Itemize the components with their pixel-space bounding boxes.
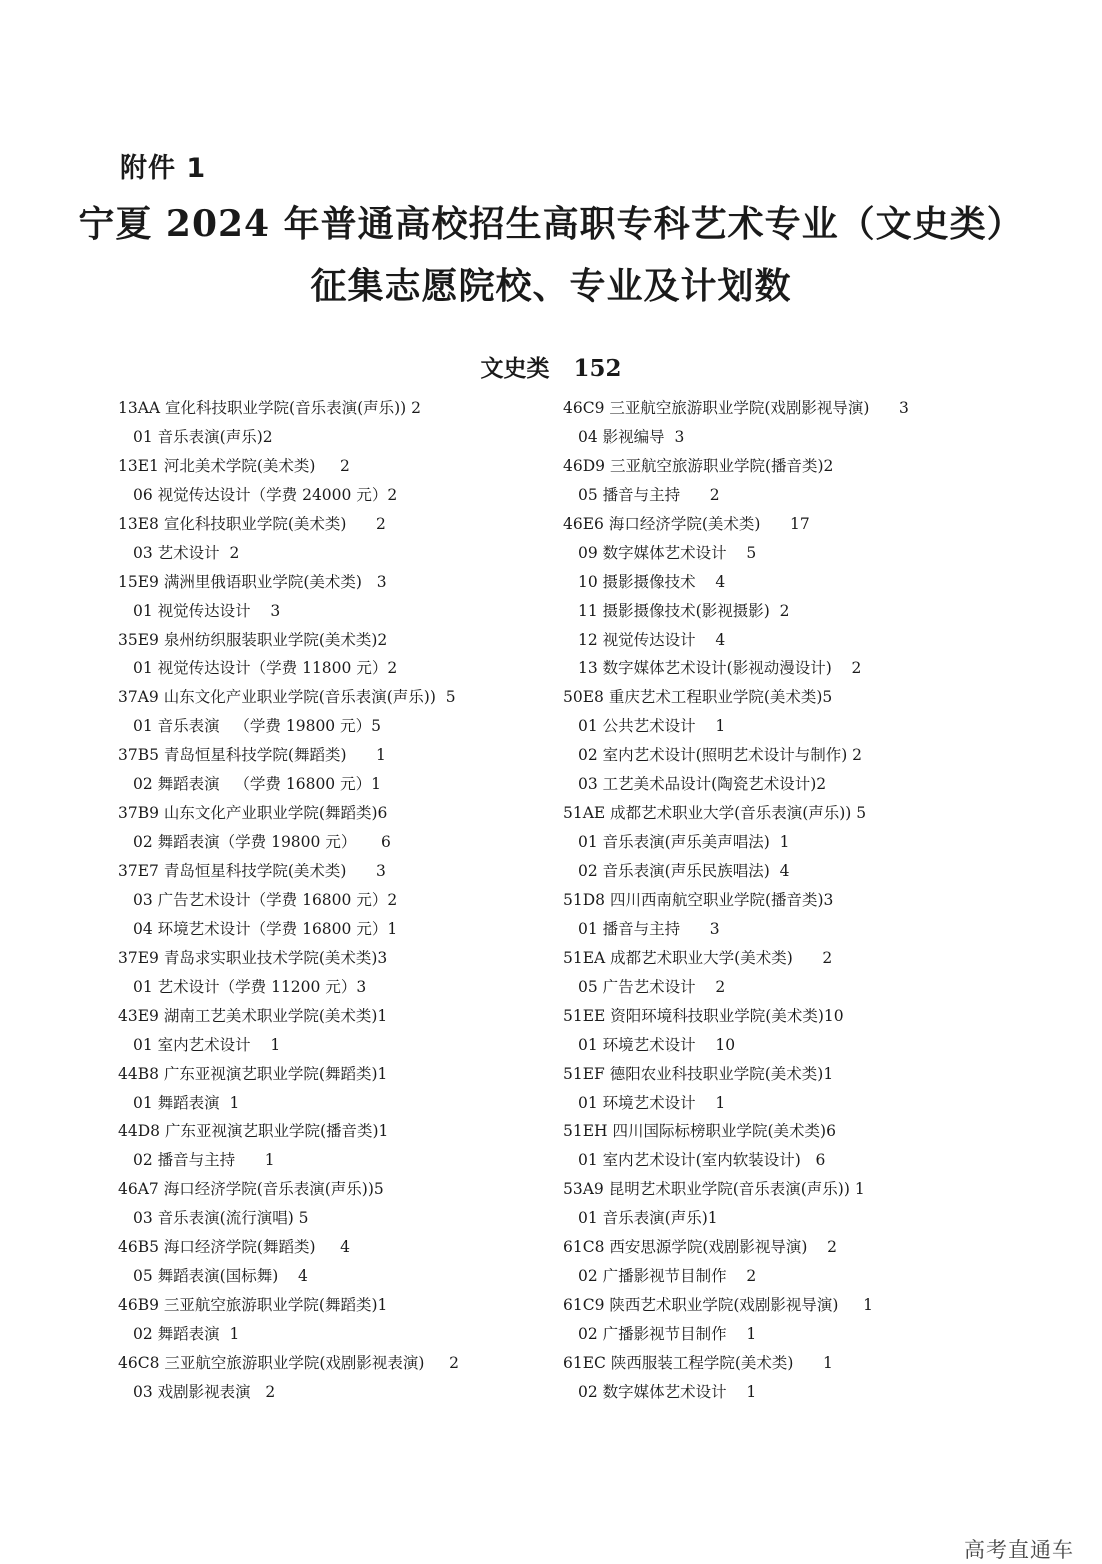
left-column-list bbox=[118, 394, 459, 1407]
category-heading: 文史类 152 bbox=[480, 355, 622, 382]
right-column-list bbox=[563, 394, 909, 1407]
school-entry: 37A9 山东文化产业职业学院(音乐表演(声乐)) 5 bbox=[118, 688, 456, 707]
school-entry: 37E9 青岛求实职业技术学院(美术类)3 bbox=[118, 948, 388, 967]
school-entry: 51EE 资阳环境科技职业学院(美术类)10 bbox=[563, 1006, 844, 1025]
school-entry: 13E8 宣化科技职业学院(美术类) 2 bbox=[118, 514, 386, 533]
major-entry: 11 摄影摄像技术(影视摄影) 2 bbox=[578, 601, 790, 620]
school-entry: 13E1 河北美术学院(美术类) 2 bbox=[118, 456, 350, 475]
major-entry: 01 视觉传达设计（学费 11800 元）2 bbox=[133, 659, 398, 678]
major-entry: 10 摄影摄像技术 4 bbox=[578, 572, 726, 591]
school-entry: 13AA 宣化科技职业学院(音乐表演(声乐)) 2 bbox=[118, 399, 422, 417]
major-entry: 03 戏剧影视表演 2 bbox=[133, 1382, 276, 1401]
major-entry: 05 播音与主持 2 bbox=[578, 485, 720, 504]
major-entry: 03 工艺美术品设计(陶瓷艺术设计)2 bbox=[578, 775, 827, 794]
major-entry: 01 环境艺术设计 10 bbox=[578, 1035, 736, 1054]
major-entry: 01 音乐表演(声乐美声唱法) 1 bbox=[578, 833, 790, 852]
school-entry: 51AE 成都艺术职业大学(音乐表演(声乐)) 5 bbox=[563, 804, 867, 823]
watermark-text: 高考直通车 bbox=[964, 1538, 1074, 1562]
school-entry: 43E9 湖南工艺美术职业学院(美术类)1 bbox=[118, 1006, 388, 1025]
major-entry: 01 舞蹈表演 1 bbox=[133, 1093, 240, 1112]
major-entry: 06 视觉传达设计（学费 24000 元）2 bbox=[133, 485, 398, 504]
major-entry: 03 音乐表演(流行演唱) 5 bbox=[133, 1209, 309, 1228]
school-entry: 50E8 重庆艺术工程职业学院(美术类)5 bbox=[563, 688, 833, 707]
school-entry: 37B9 山东文化产业职业学院(舞蹈类)6 bbox=[118, 804, 388, 823]
document-title-line-2: 征集志愿院校、专业及计划数 bbox=[310, 265, 792, 307]
school-entry: 51D8 四川西南航空职业学院(播音类)3 bbox=[563, 890, 834, 909]
school-entry: 46B5 海口经济学院(舞蹈类) 4 bbox=[118, 1238, 350, 1257]
major-entry: 01 音乐表演(声乐)2 bbox=[133, 427, 273, 446]
school-entry: 46D9 三亚航空旅游职业学院(播音类)2 bbox=[563, 456, 834, 475]
major-entry: 01 音乐表演 （学费 19800 元）5 bbox=[133, 717, 381, 736]
document-title-line-1: 宁夏 2024 年普通高校招生高职专科艺术专业（文史类） bbox=[78, 203, 1024, 245]
school-entry: 61EC 陕西服装工程学院(美术类) 1 bbox=[563, 1353, 833, 1372]
attachment-label: 附件 1 bbox=[120, 153, 207, 184]
major-entry: 02 舞蹈表演 1 bbox=[133, 1325, 240, 1343]
school-entry: 51EA 成都艺术职业大学(美术类) 2 bbox=[563, 948, 833, 967]
major-entry: 02 播音与主持 1 bbox=[133, 1151, 275, 1170]
major-entry: 01 播音与主持 3 bbox=[578, 919, 720, 938]
school-entry: 53A9 昆明艺术职业学院(音乐表演(声乐)) 1 bbox=[563, 1180, 865, 1199]
major-entry: 01 室内艺术设计(室内软装设计) 6 bbox=[578, 1151, 826, 1170]
major-entry: 02 舞蹈表演 （学费 16800 元）1 bbox=[133, 775, 381, 794]
school-entry: 46A7 海口经济学院(音乐表演(声乐))5 bbox=[118, 1180, 384, 1199]
major-entry: 02 室内艺术设计(照明艺术设计与制作) 2 bbox=[578, 746, 863, 765]
major-entry: 05 广告艺术设计 2 bbox=[578, 977, 726, 996]
major-entry: 02 音乐表演(声乐民族唱法) 4 bbox=[578, 862, 790, 880]
major-entry: 01 室内艺术设计 1 bbox=[133, 1035, 281, 1054]
major-entry: 02 数字媒体艺术设计 1 bbox=[578, 1382, 757, 1401]
school-entry: 46C9 三亚航空旅游职业学院(戏剧影视导演) 3 bbox=[563, 399, 909, 417]
school-entry: 44B8 广东亚视演艺职业学院(舞蹈类)1 bbox=[118, 1064, 388, 1083]
school-entry: 51EF 德阳农业科技职业学院(美术类)1 bbox=[563, 1064, 834, 1083]
school-entry: 15E9 满洲里俄语职业学院(美术类) 3 bbox=[118, 572, 387, 591]
school-entry: 37E7 青岛恒星科技学院(美术类) 3 bbox=[118, 862, 386, 880]
major-entry: 05 舞蹈表演(国标舞) 4 bbox=[133, 1267, 308, 1286]
major-entry: 03 广告艺术设计（学费 16800 元）2 bbox=[133, 890, 398, 909]
major-entry: 03 艺术设计 2 bbox=[133, 543, 240, 562]
school-entry: 61C8 西安思源学院(戏剧影视导演) 2 bbox=[563, 1238, 838, 1257]
school-entry: 46B9 三亚航空旅游职业学院(舞蹈类)1 bbox=[118, 1296, 388, 1315]
major-entry: 09 数字媒体艺术设计 5 bbox=[578, 543, 757, 562]
major-entry: 12 视觉传达设计 4 bbox=[578, 630, 726, 649]
major-entry: 01 视觉传达设计 3 bbox=[133, 601, 281, 620]
major-entry: 04 环境艺术设计（学费 16800 元）1 bbox=[133, 919, 398, 938]
major-entry: 01 音乐表演(声乐)1 bbox=[578, 1209, 718, 1228]
school-entry: 35E9 泉州纺织服装职业学院(美术类)2 bbox=[118, 630, 388, 649]
major-entry: 01 公共艺术设计 1 bbox=[578, 717, 726, 736]
major-entry: 01 环境艺术设计 1 bbox=[578, 1093, 726, 1112]
school-entry: 51EH 四川国际标榜职业学院(美术类)6 bbox=[563, 1122, 836, 1141]
major-entry: 02 舞蹈表演（学费 19800 元） 6 bbox=[133, 833, 391, 852]
major-entry: 13 数字媒体艺术设计(影视动漫设计) 2 bbox=[578, 659, 862, 678]
school-entry: 44D8 广东亚视演艺职业学院(播音类)1 bbox=[118, 1122, 389, 1141]
major-entry: 02 广播影视节目制作 1 bbox=[578, 1325, 757, 1343]
school-entry: 61C9 陕西艺术职业学院(戏剧影视导演) 1 bbox=[563, 1296, 873, 1315]
school-entry: 46C8 三亚航空旅游职业学院(戏剧影视表演) 2 bbox=[118, 1353, 459, 1372]
major-entry: 04 影视编导 3 bbox=[578, 427, 685, 446]
major-entry: 02 广播影视节目制作 2 bbox=[578, 1267, 757, 1286]
school-entry: 46E6 海口经济学院(美术类) 17 bbox=[563, 514, 810, 533]
school-entry: 37B5 青岛恒星科技学院(舞蹈类) 1 bbox=[118, 746, 386, 765]
major-entry: 01 艺术设计（学费 11200 元）3 bbox=[133, 977, 367, 996]
